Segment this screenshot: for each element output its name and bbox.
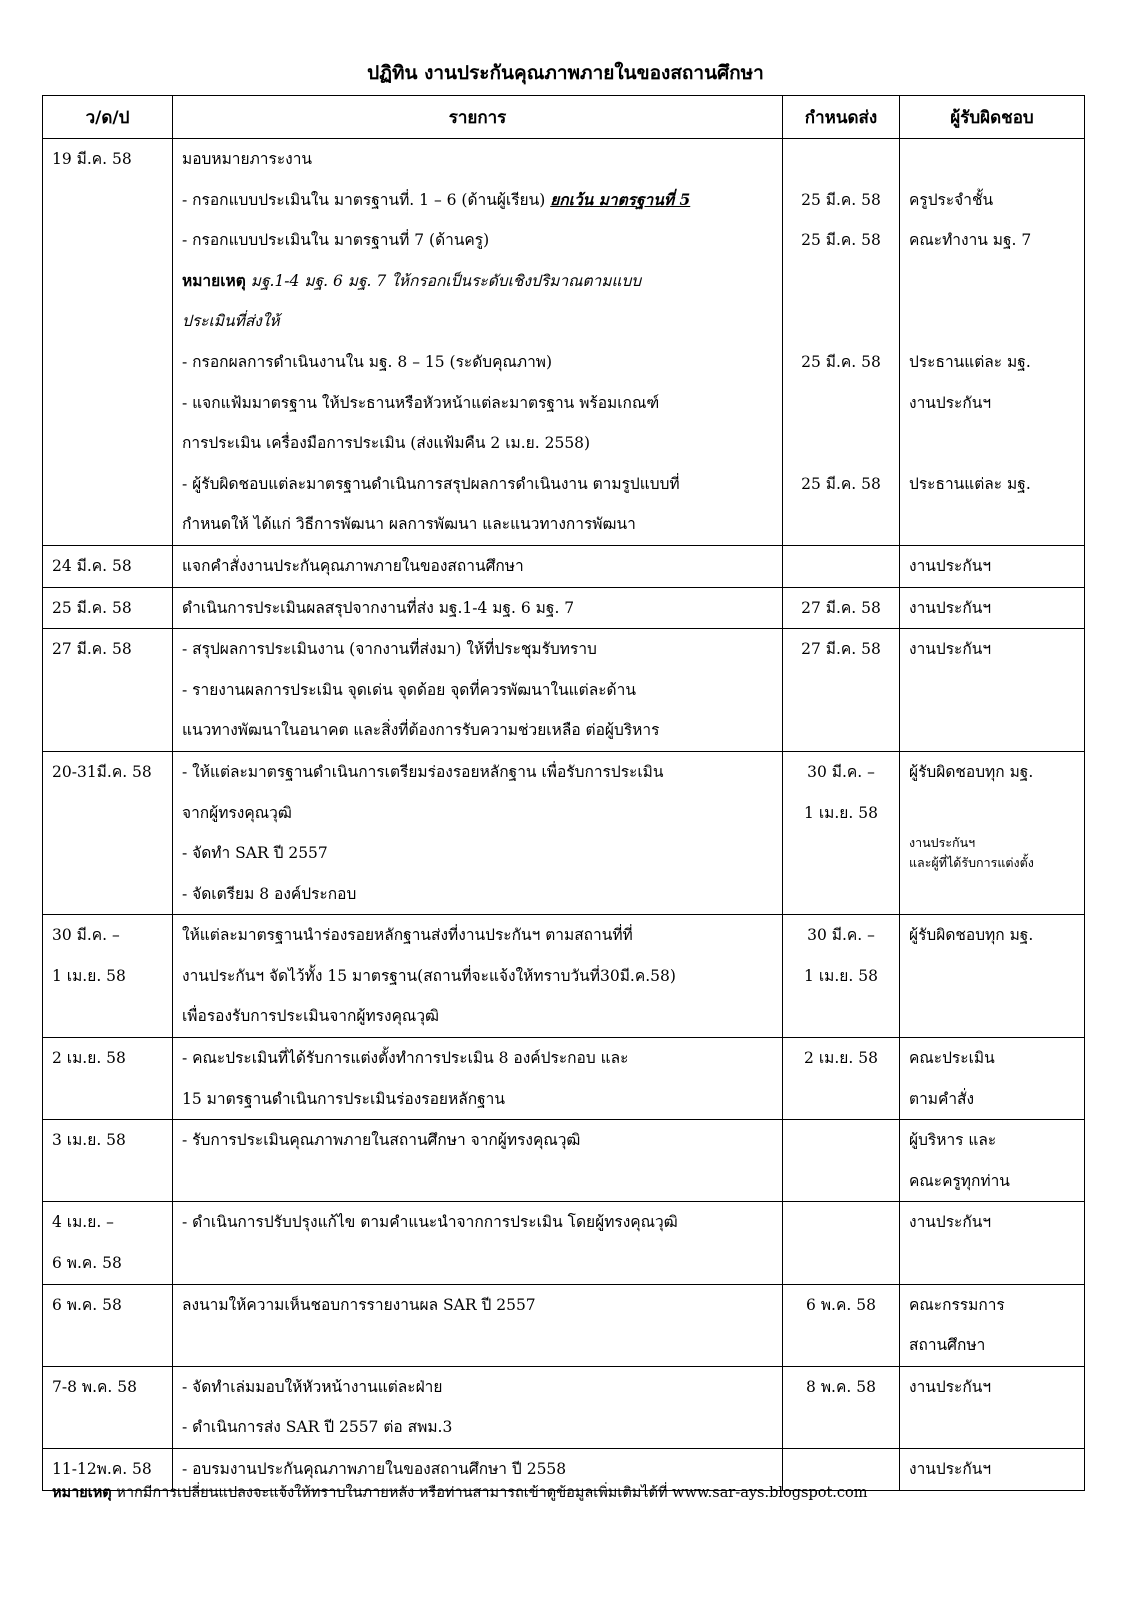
item-line: - ให้แต่ละมาตรฐานดำเนินการเตรียมร่องรอยหลักฐาน เพื่อรับการประเมิน bbox=[182, 762, 664, 781]
responsible-line: ผู้บริหาร และ bbox=[909, 1131, 997, 1150]
responsible-cell bbox=[900, 629, 1085, 752]
item-line: - แจกแฟ้มมาตรฐาน ให้ประธานหรือหัวหน้าแต่ละมาตรฐาน พร้อมเกณฑ์ bbox=[182, 393, 660, 412]
remark-label: หมายเหตุ bbox=[182, 270, 246, 290]
responsible-cell bbox=[900, 751, 1085, 914]
header-item: รายการ bbox=[173, 96, 783, 139]
responsible-line bbox=[909, 793, 1075, 834]
responsible-line bbox=[909, 504, 1075, 545]
table-row bbox=[43, 629, 1085, 752]
date-text: 7-8 พ.ค. 58 bbox=[52, 1377, 137, 1396]
responsible-line bbox=[909, 261, 1075, 302]
date-cell bbox=[43, 139, 173, 546]
item-line: - กรอกแบบประเมินใน มาตรฐานที่ 7 (ด้านครู) bbox=[182, 231, 490, 250]
date-text: 6 พ.ค. 58 bbox=[52, 1254, 122, 1273]
table-row bbox=[43, 545, 1085, 587]
item-cell bbox=[173, 1284, 783, 1366]
due-line: 2 เม.ย. 58 bbox=[804, 1049, 878, 1068]
responsible-line: ครูประจำชั้น bbox=[909, 190, 994, 209]
due-line: 27 มี.ค. 58 bbox=[801, 598, 881, 617]
date-cell bbox=[43, 1284, 173, 1366]
item-line bbox=[182, 261, 773, 302]
due-line bbox=[792, 139, 890, 180]
due-line: 25 มี.ค. 58 bbox=[801, 352, 881, 371]
due-line: 27 มี.ค. 58 bbox=[801, 640, 881, 659]
item-line: จากผู้ทรงคุณวุฒิ bbox=[182, 803, 292, 822]
responsible-line bbox=[909, 301, 1075, 342]
date-cell bbox=[43, 545, 173, 587]
item-cell bbox=[173, 587, 783, 629]
footnote-label: หมายเหตุ bbox=[52, 1484, 112, 1501]
due-cell bbox=[783, 1202, 900, 1284]
item-cell bbox=[173, 1202, 783, 1284]
responsible-cell bbox=[900, 1038, 1085, 1120]
item-line: - รับการประเมินคุณภาพภายในสถานศึกษา จากผู้ทรงคุณวุฒิ bbox=[182, 1131, 581, 1150]
due-line bbox=[792, 1120, 890, 1161]
responsible-cell bbox=[900, 139, 1085, 546]
due-cell bbox=[783, 915, 900, 1038]
responsible-cell bbox=[900, 1366, 1085, 1448]
item-line: - ดำเนินการส่ง SAR ปี 2557 ต่อ สพม.3 bbox=[182, 1418, 453, 1437]
due-line bbox=[792, 504, 890, 545]
item-line: - ผู้รับผิดชอบแต่ละมาตรฐานดำเนินการสรุปผลการดำเนินงาน ตามรูปแบบที่ bbox=[182, 474, 680, 493]
due-line: 1 เม.ย. 58 bbox=[804, 803, 878, 822]
responsible-line: งานประกันฯ bbox=[909, 393, 992, 412]
responsible-line bbox=[909, 139, 1075, 180]
responsible-line: คณะประเมิน bbox=[909, 1049, 995, 1068]
due-line bbox=[792, 546, 890, 587]
table-row bbox=[43, 1366, 1085, 1448]
responsible-cell bbox=[900, 1449, 1085, 1491]
due-line: 6 พ.ค. 58 bbox=[806, 1295, 876, 1314]
date-text: 19 มี.ค. 58 bbox=[52, 150, 132, 168]
item-line: ประเมินที่ส่งให้ bbox=[182, 312, 280, 331]
item-line: การประเมิน เครื่องมือการประเมิน (ส่งแฟ้มคืน 2 เม.ย. 2558) bbox=[182, 434, 591, 453]
header-due: กำหนดส่ง bbox=[783, 96, 900, 139]
responsible-cell bbox=[900, 587, 1085, 629]
date-text: 30 มี.ค. – bbox=[52, 926, 120, 945]
item-line bbox=[182, 180, 773, 221]
responsible-cell bbox=[900, 1202, 1085, 1284]
date-cell bbox=[43, 915, 173, 1038]
calendar-table bbox=[42, 95, 1085, 1491]
responsible-cell bbox=[900, 1120, 1085, 1202]
item-line: - จัดทำเล่มมอบให้หัวหน้างานแต่ละฝ่าย bbox=[182, 1377, 443, 1396]
due-line bbox=[792, 383, 890, 424]
responsible-cell bbox=[900, 915, 1085, 1038]
due-line bbox=[792, 261, 890, 302]
item-line: 15 มาตรฐานดำเนินการประเมินร่องรอยหลักฐาน bbox=[182, 1089, 505, 1108]
date-cell bbox=[43, 587, 173, 629]
item-cell bbox=[173, 629, 783, 752]
item-line: แนวทางพัฒนาในอนาคต และสิ่งที่ต้องการรับความช่วยเหลือ ต่อผู้บริหาร bbox=[182, 721, 660, 740]
due-line: 8 พ.ค. 58 bbox=[806, 1377, 876, 1396]
item-cell bbox=[173, 545, 783, 587]
item-cell bbox=[173, 915, 783, 1038]
due-cell bbox=[783, 587, 900, 629]
table-row bbox=[43, 915, 1085, 1038]
due-line: 25 มี.ค. 58 bbox=[801, 474, 881, 493]
item-line: เพื่อรองรับการประเมินจากผู้ทรงคุณวุฒิ bbox=[182, 1007, 440, 1026]
date-text: 24 มี.ค. 58 bbox=[52, 556, 132, 575]
date-text: 1 เม.ย. 58 bbox=[52, 966, 126, 985]
responsible-line: ประธานแต่ละ มฐ. bbox=[909, 352, 1031, 371]
due-cell bbox=[783, 1038, 900, 1120]
item-line: กำหนดให้ ได้แก่ วิธีการพัฒนา ผลการพัฒนา และแนวทางการพัฒนา bbox=[182, 515, 636, 534]
item-line: - คณะประเมินที่ได้รับการแต่งตั้งทำการประเมิน 8 องค์ประกอบ และ bbox=[182, 1049, 629, 1068]
due-line: 25 มี.ค. 58 bbox=[801, 190, 881, 209]
due-cell bbox=[783, 751, 900, 914]
responsible-line: ประธานแต่ละ มฐ. bbox=[909, 474, 1031, 493]
due-cell bbox=[783, 629, 900, 752]
table-row bbox=[43, 1284, 1085, 1366]
responsible-line: งานประกันฯ bbox=[909, 1460, 992, 1478]
date-cell bbox=[43, 1202, 173, 1284]
date-text: 27 มี.ค. 58 bbox=[52, 640, 132, 659]
item-line: ลงนามให้ความเห็นชอบการรายงานผล SAR ปี 2557 bbox=[182, 1295, 536, 1314]
item-line: แจกคำสั่งงานประกันคุณภาพภายในของสถานศึกษา bbox=[182, 556, 524, 575]
date-text: 2 เม.ย. 58 bbox=[52, 1049, 126, 1068]
table-row bbox=[43, 1202, 1085, 1284]
due-line: 30 มี.ค. – bbox=[807, 762, 875, 781]
due-line: 1 เม.ย. 58 bbox=[804, 966, 878, 985]
table-row bbox=[43, 1038, 1085, 1120]
header-responsible: ผู้รับผิดชอบ bbox=[900, 96, 1085, 139]
date-text: 3 เม.ย. 58 bbox=[52, 1131, 126, 1150]
footnote bbox=[52, 1481, 868, 1504]
due-line bbox=[792, 301, 890, 342]
date-text: 4 เม.ย. – bbox=[52, 1213, 114, 1232]
responsible-cell bbox=[900, 1284, 1085, 1366]
responsible-cell bbox=[900, 545, 1085, 587]
due-line: 25 มี.ค. 58 bbox=[801, 231, 881, 250]
due-cell bbox=[783, 545, 900, 587]
responsible-line: สถานศึกษา bbox=[909, 1336, 986, 1355]
responsible-line-small: งานประกันฯ bbox=[909, 835, 976, 851]
date-text: 25 มี.ค. 58 bbox=[52, 598, 132, 617]
item-line: - ดำเนินการปรับปรุงแก้ไข ตามคำแนะนำจากการประเมิน โดยผู้ทรงคุณวุฒิ bbox=[182, 1213, 678, 1232]
table-row bbox=[43, 139, 1085, 546]
item-line: - กรอกผลการดำเนินงานใน มฐ. 8 – 15 (ระดับคุณภาพ) bbox=[182, 352, 553, 371]
header-date: ว/ด/ป bbox=[43, 96, 173, 139]
item-cell bbox=[173, 1120, 783, 1202]
page-title: ปฏิทิน งานประกันคุณภาพภายในของสถานศึกษา bbox=[367, 62, 764, 84]
item-text: - กรอกแบบประเมินใน มาตรฐานที่. 1 – 6 (ด้านผู้เรียน) bbox=[182, 190, 546, 209]
due-line: 30 มี.ค. – bbox=[807, 926, 875, 945]
date-text: 20-31มี.ค. 58 bbox=[52, 762, 152, 781]
item-line: - รายงานผลการประเมิน จุดเด่น จุดด้อย จุดที่ควรพัฒนาในแต่ละด้าน bbox=[182, 680, 636, 699]
responsible-line: ตามคำสั่ง bbox=[909, 1089, 975, 1108]
responsible-line: คณะทำงาน มฐ. 7 bbox=[909, 231, 1032, 250]
responsible-line bbox=[909, 423, 1075, 464]
due-cell bbox=[783, 1366, 900, 1448]
table-header-row bbox=[43, 96, 1085, 139]
date-cell bbox=[43, 1038, 173, 1120]
date-cell bbox=[43, 1120, 173, 1202]
date-cell bbox=[43, 1366, 173, 1448]
table-row bbox=[43, 587, 1085, 629]
responsible-line: งานประกันฯ bbox=[909, 598, 992, 617]
date-cell bbox=[43, 751, 173, 914]
responsible-line: ผู้รับผิดชอบทุก มฐ. bbox=[909, 926, 1034, 945]
responsible-line: งานประกันฯ bbox=[909, 1213, 992, 1232]
item-line: - สรุปผลการประเมินงาน (จากงานที่ส่งมา) ให้ที่ประชุมรับทราบ bbox=[182, 640, 597, 659]
responsible-line: คณะกรรมการ bbox=[909, 1295, 1005, 1314]
responsible-line: งานประกันฯ bbox=[909, 1377, 992, 1396]
date-text: 6 พ.ค. 58 bbox=[52, 1295, 122, 1314]
table-row bbox=[43, 1120, 1085, 1202]
remark-text: มฐ.1-4 มฐ. 6 มฐ. 7 ให้กรอกเป็นระดับเชิงปริมาณตามแบบ bbox=[250, 271, 642, 290]
due-cell bbox=[783, 1120, 900, 1202]
date-cell bbox=[43, 629, 173, 752]
exception-note: ยกเว้น มาตรฐานที่ 5 bbox=[550, 189, 691, 209]
due-line bbox=[792, 423, 890, 464]
item-line: - อบรมงานประกันคุณภาพภายในของสถานศึกษา ปี 2558 bbox=[182, 1460, 567, 1478]
item-cell bbox=[173, 751, 783, 914]
due-line bbox=[792, 1202, 890, 1243]
item-line: - จัดเตรียม 8 องค์ประกอบ bbox=[182, 884, 357, 903]
footnote-text: หากมีการเปลี่ยนแปลงจะแจ้งให้ทราบในภายหลัง หรือท่านสามารถเข้าดูข้อมูลเพิ่มเติมได้ที่ www.sar-ays.blogspot.com bbox=[111, 1485, 868, 1501]
item-cell bbox=[173, 139, 783, 546]
responsible-line: ผู้รับผิดชอบทุก มฐ. bbox=[909, 762, 1034, 781]
date-text: 11-12พ.ค. 58 bbox=[52, 1460, 152, 1478]
due-cell bbox=[783, 1284, 900, 1366]
item-line: มอบหมายภาระงาน bbox=[182, 150, 313, 168]
item-cell bbox=[173, 1366, 783, 1448]
responsible-line: งานประกันฯ bbox=[909, 556, 992, 575]
item-cell bbox=[173, 1038, 783, 1120]
item-line: - จัดทำ SAR ปี 2557 bbox=[182, 844, 328, 863]
due-cell bbox=[783, 139, 900, 546]
item-line: งานประกันฯ จัดไว้ทั้ง 15 มาตรฐาน(สถานที่จะแจ้งให้ทราบวันที่30มี.ค.58) bbox=[182, 966, 676, 985]
item-line: ดำเนินการประเมินผลสรุปจากงานที่ส่ง มฐ.1-4 มฐ. 6 มฐ. 7 bbox=[182, 598, 575, 617]
item-line: ให้แต่ละมาตรฐานนำร่องรอยหลักฐานส่งที่งานประกันฯ ตามสถานที่ที่ bbox=[182, 926, 633, 945]
responsible-line: คณะครูทุกท่าน bbox=[909, 1171, 1010, 1190]
table-row bbox=[43, 751, 1085, 914]
responsible-line-small: และผู้ที่ได้รับการแต่งตั้ง bbox=[909, 855, 1034, 871]
responsible-line bbox=[909, 874, 1075, 915]
responsible-line: งานประกันฯ bbox=[909, 640, 992, 659]
